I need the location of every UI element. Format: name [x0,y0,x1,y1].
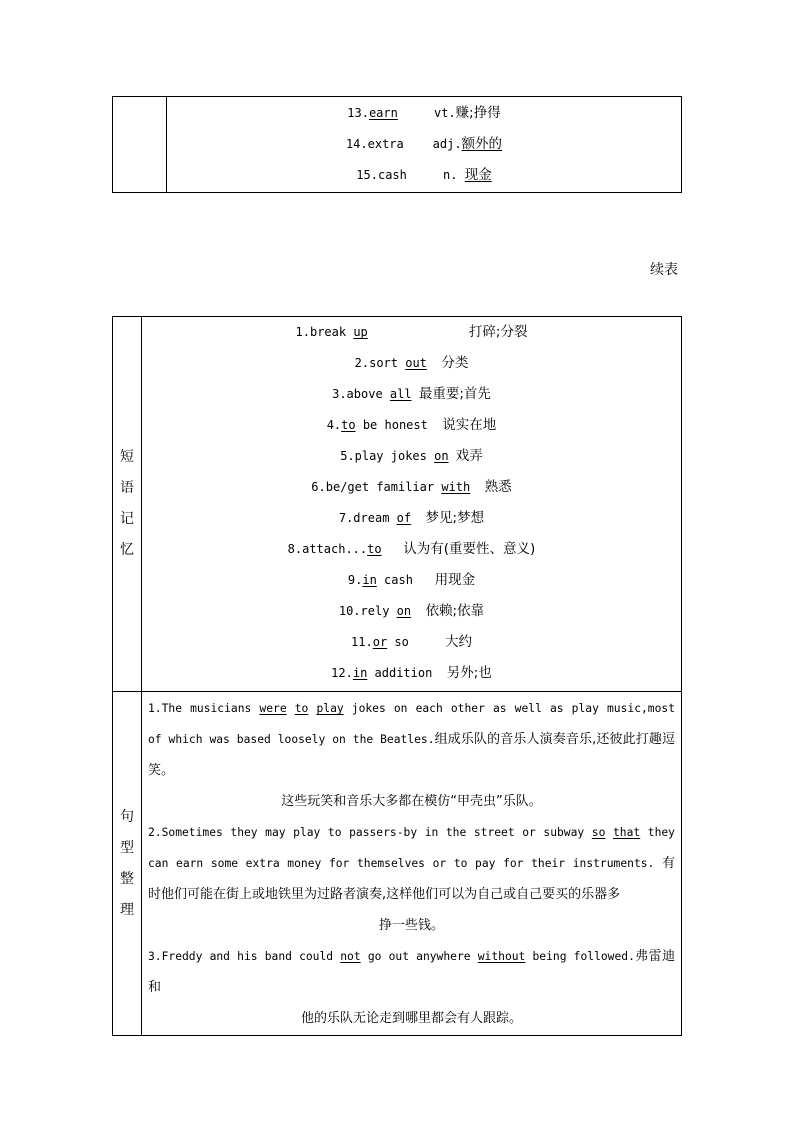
phrase-item: 2.sort out 分类 [354,355,469,371]
phrase-item: 10.rely on 依赖;依靠 [338,603,485,619]
phrase-item: 12.in addition 另外;也 [331,665,492,681]
phrase-item: 9.in cash 用现金 [347,572,476,588]
phrase-blank: on [434,449,449,463]
label-char: 理 [120,901,134,918]
vocab-blank: 现金 [464,167,492,183]
phrase-item: 8.attach...to 认为有(重要性、意义) [287,541,536,557]
vocab-table [112,96,682,193]
vocab-item: 14.extra adj.额外的 [345,136,503,152]
phrase-item: 1.break up 打碎;分裂 [295,324,528,340]
sentence-blank: that [612,826,641,839]
phrase-blank: in [352,666,368,680]
phrase-blank: to [341,418,356,432]
phrase-blank: or [372,635,388,649]
vocab-blank: earn [368,106,398,120]
phrase-blank: up [353,325,368,339]
label-char: 记 [120,511,134,527]
label-char: 忆 [120,542,134,558]
phrase-item: 5.play jokes on 戏弄 [340,448,483,464]
phrases-row [113,317,682,692]
phrase-blank: in [362,573,377,587]
vocab-item: 15.cash n. 现金 [356,167,492,183]
label-char: 语 [120,480,134,496]
phrases-label-cell [113,317,142,692]
phrase-item: 3.above all 最重要;首先 [332,386,491,402]
sentence-blank: to [294,702,309,715]
phrase-blank: all [389,387,412,401]
phrase-blank: with [441,480,471,494]
phrase-item: 4.to be honest 说实在地 [326,417,497,433]
phrase-item: 7.dream of 梦见;梦想 [338,510,485,526]
phrases-list-cell [142,317,682,692]
sentence-blank: so [591,826,606,839]
label-char: 整 [120,870,134,887]
vocab-item: 13.earn vt.赚;挣得 [347,105,501,121]
vocab-blank: 额外的 [461,136,503,152]
vocab-label-cell [113,97,167,193]
sentences-cell [142,692,682,1036]
sentences-label-cell [113,692,142,1036]
phrase-item: 6.be/get familiar with 熟悉 [311,479,512,495]
phrase-item: 11.or so 大约 [351,634,472,650]
phrase-blank: out [405,356,427,370]
sentence-blank: play [316,702,344,715]
label-char: 短 [120,449,134,465]
label-char: 型 [120,839,134,856]
sentence-blank: not [340,950,361,963]
sentence-2: 2.Sometimes they may play to passers-by in the street or subway so that they can earn some extra money for themselves or to pay for their instruments. 有时他们可能在街上或地铁里为过路者演奏,这样他们可以为自己或自己要买的乐器多 挣一些钱。 [148,826,675,933]
sentence-1: 1.The musicians were to play jokes on each other as well as play music,most of which was based loosely on the Beatles.组成乐队的音乐人演奏音乐,还彼此打趣逗笑。 这些玩笑和音乐大多都在模仿“甲壳虫”乐队。 [148,702,676,809]
continued-table-label: 续表 [650,262,678,278]
phrases-sentences-table [112,316,682,1036]
label-char: 句 [120,808,134,825]
sentence-blank: were [259,702,287,715]
vocab-list-cell [167,97,682,193]
sentence-blank: without [477,950,526,963]
phrase-blank: of [396,511,412,525]
phrase-blank: on [396,604,412,618]
sentences-row [113,692,682,1036]
phrase-blank: to [367,542,382,556]
sentence-3: 3.Freddy and his band could not go out anywhere without being followed.弗雷迪和 他的乐队无论走到哪里都会有人跟踪。 [148,949,675,1026]
